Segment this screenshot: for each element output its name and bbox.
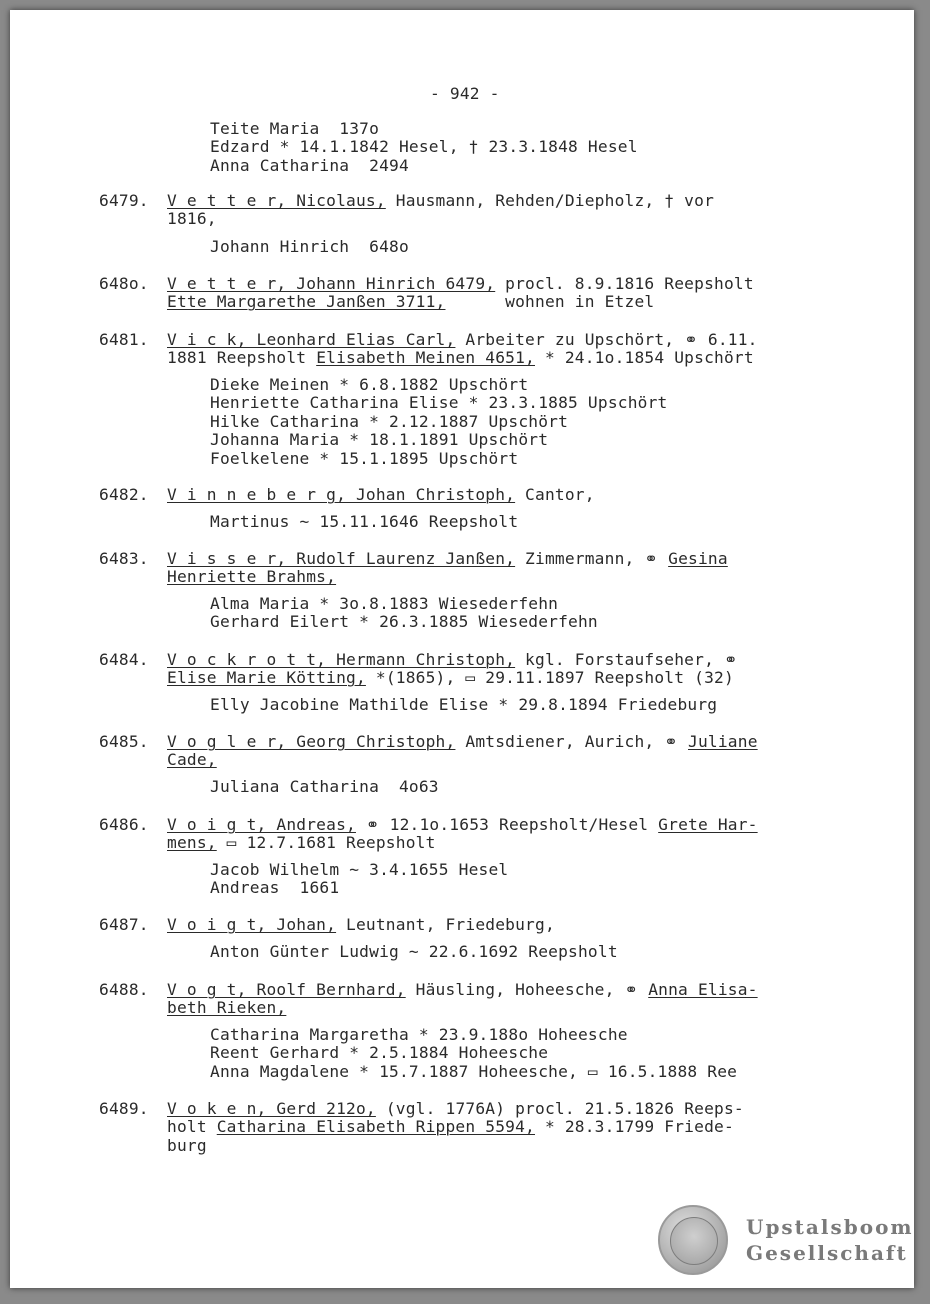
entry-continuation: [167, 834, 436, 852]
spouse-name: beth Rieken,: [167, 998, 287, 1017]
entry-continuation: [167, 999, 286, 1017]
entry-line: [167, 275, 754, 293]
entry-line: [167, 1100, 744, 1118]
entry-number: 6481.: [99, 330, 149, 349]
entry-name: V o g t, Roolf Bernhard,: [167, 980, 406, 999]
child-line: Anna Magdalene * 15.7.1887 Hoheesche, ▭ 16.5.1888 Ree: [210, 1062, 738, 1081]
entry-name: V i n n e b e r g, Johan Christoph,: [167, 485, 516, 504]
child-line: Foelkelene * 15.1.1895 Upschört: [210, 449, 519, 468]
child-line: Dieke Meinen * 6.8.1882 Upschört: [210, 375, 529, 394]
intro-line: Anna Catharina 2494: [210, 156, 409, 175]
entry-line: [167, 816, 758, 834]
entry-details: Zimmermann, ⚭: [515, 549, 669, 568]
entry-number: 648o.: [99, 274, 149, 293]
child-line: Juliana Catharina 4o63: [210, 777, 439, 796]
child-line: Henriette Catharina Elise * 23.3.1885 Upschört: [210, 393, 668, 412]
entry-number: 6484.: [99, 650, 149, 669]
entry-continuation: [167, 669, 734, 687]
spouse-name: Elise Marie Kötting,: [167, 668, 366, 687]
child-line: Gerhard Eilert * 26.3.1885 Wiesederfehn: [210, 612, 598, 631]
entry-name: V o g l e r, Georg Christoph,: [167, 732, 456, 751]
entry-line: [167, 981, 758, 999]
entry-number: 6487.: [99, 915, 149, 934]
logo-line-2: Gesellschaft: [746, 1241, 908, 1265]
entry-number: 6488.: [99, 980, 149, 999]
spouse-name: Ette Margarethe Janßen 3711,: [167, 292, 446, 311]
page-number: - 942 -: [430, 84, 500, 103]
entry-details: procl. 8.9.1816 Reepsholt: [495, 274, 754, 293]
entry-details: Hausmann, Rehden/Diepholz, † vor: [385, 191, 715, 210]
entry-number: 6482.: [99, 485, 149, 504]
child-line: Anton Günter Ludwig ~ 22.6.1692 Reepsholt: [210, 942, 618, 961]
entry-number: 6479.: [99, 191, 149, 210]
entry-details: Leutnant, Friedeburg,: [336, 915, 555, 934]
seal-icon: [658, 1205, 728, 1275]
child-line: Alma Maria * 3o.8.1883 Wiesederfehn: [210, 594, 559, 613]
entry-name: V o k e n, Gerd 212o,: [167, 1099, 376, 1118]
entry-continuation: [167, 568, 336, 586]
entry-details: 1881 Reepsholt: [167, 348, 317, 367]
entry-number: 6489.: [99, 1099, 149, 1118]
entry-line: [167, 651, 738, 669]
entry-continuation: burg: [167, 1136, 207, 1155]
spouse-name: Gesina: [668, 549, 728, 568]
entry-line: [167, 486, 595, 504]
entry-name: V i c k, Leonhard Elias Carl,: [167, 330, 456, 349]
entry-name: V i s s e r, Rudolf Laurenz Janßen,: [167, 549, 516, 568]
spouse-name: Cade,: [167, 750, 217, 769]
entry-continuation: [167, 293, 654, 311]
intro-line: Edzard * 14.1.1842 Hesel, † 23.3.1848 Hesel: [210, 137, 638, 156]
child-line: Andreas 1661: [210, 878, 340, 897]
child-line: Elly Jacobine Mathilde Elise * 29.8.1894 Friedeburg: [210, 695, 718, 714]
child-line: Johann Hinrich 648o: [210, 237, 409, 256]
entry-name: V o i g t, Andreas,: [167, 815, 356, 834]
entry-details: *(1865), ▭ 29.11.1897 Reepsholt (32): [365, 668, 734, 687]
entry-details: Häusling, Hoheesche, ⚭: [405, 980, 649, 999]
entry-name: V e t t e r, Johann Hinrich 6479,: [167, 274, 496, 293]
document-page: [10, 10, 914, 1288]
entry-number: 6483.: [99, 549, 149, 568]
entry-line: [167, 331, 758, 349]
entry-details: kgl. Forstaufseher, ⚭: [515, 650, 738, 669]
logo-line-1: Upstalsboom: [746, 1215, 914, 1239]
entry-number: 6486.: [99, 815, 149, 834]
spouse-name: Juliane: [688, 732, 758, 751]
entry-name: V e t t e r, Nicolaus,: [167, 191, 386, 210]
entry-details: Arbeiter zu Upschört, ⚭ 6.11.: [455, 330, 758, 349]
entry-line: [167, 916, 555, 934]
child-line: Johanna Maria * 18.1.1891 Upschört: [210, 430, 549, 449]
entry-continuation: [167, 349, 754, 367]
spouse-name: Anna Elisa-: [648, 980, 758, 999]
entry-continuation: [167, 1118, 734, 1136]
page-content: [10, 10, 914, 1288]
entry-details: * 24.1o.1854 Upschört: [535, 348, 754, 367]
entry-line: [167, 192, 714, 210]
entry-line: [167, 550, 728, 568]
entry-continuation: [167, 751, 217, 769]
entry-number: 6485.: [99, 732, 149, 751]
child-line: Catharina Margaretha * 23.9.188o Hoheesche: [210, 1025, 628, 1044]
spouse-name: Henriette Brahms,: [167, 567, 337, 586]
entry-details: wohnen in Etzel: [445, 292, 655, 311]
child-line: Jacob Wilhelm ~ 3.4.1655 Hesel: [210, 860, 509, 879]
entry-details: (vgl. 1776A) procl. 21.5.1826 Reeps-: [375, 1099, 744, 1118]
spouse-name: Catharina Elisabeth Rippen 5594,: [216, 1117, 535, 1136]
entry-details: holt: [167, 1117, 217, 1136]
entry-name: V o i g t, Johan,: [167, 915, 337, 934]
society-logo: [658, 1205, 914, 1275]
child-line: Hilke Catharina * 2.12.1887 Upschört: [210, 412, 569, 431]
spouse-name: Elisabeth Meinen 4651,: [316, 348, 535, 367]
intro-line: Teite Maria 137o: [210, 119, 380, 138]
entry-name: V o c k r o t t, Hermann Christoph,: [167, 650, 516, 669]
entry-details: ⚭ 12.1o.1653 Reepsholt/Hesel: [355, 815, 659, 834]
child-line: Reent Gerhard * 2.5.1884 Hoheesche: [210, 1043, 549, 1062]
entry-details: Amtsdiener, Aurich, ⚭: [455, 732, 689, 751]
spouse-name: mens,: [167, 833, 217, 852]
entry-details: * 28.3.1799 Friede-: [535, 1117, 734, 1136]
entry-details: Cantor,: [515, 485, 595, 504]
child-line: Martinus ~ 15.11.1646 Reepsholt: [210, 512, 519, 531]
entry-line: [167, 733, 758, 751]
spouse-name: Grete Har-: [658, 815, 758, 834]
entry-details: ▭ 12.7.1681 Reepsholt: [216, 833, 436, 852]
entry-continuation: 1816,: [167, 209, 217, 228]
